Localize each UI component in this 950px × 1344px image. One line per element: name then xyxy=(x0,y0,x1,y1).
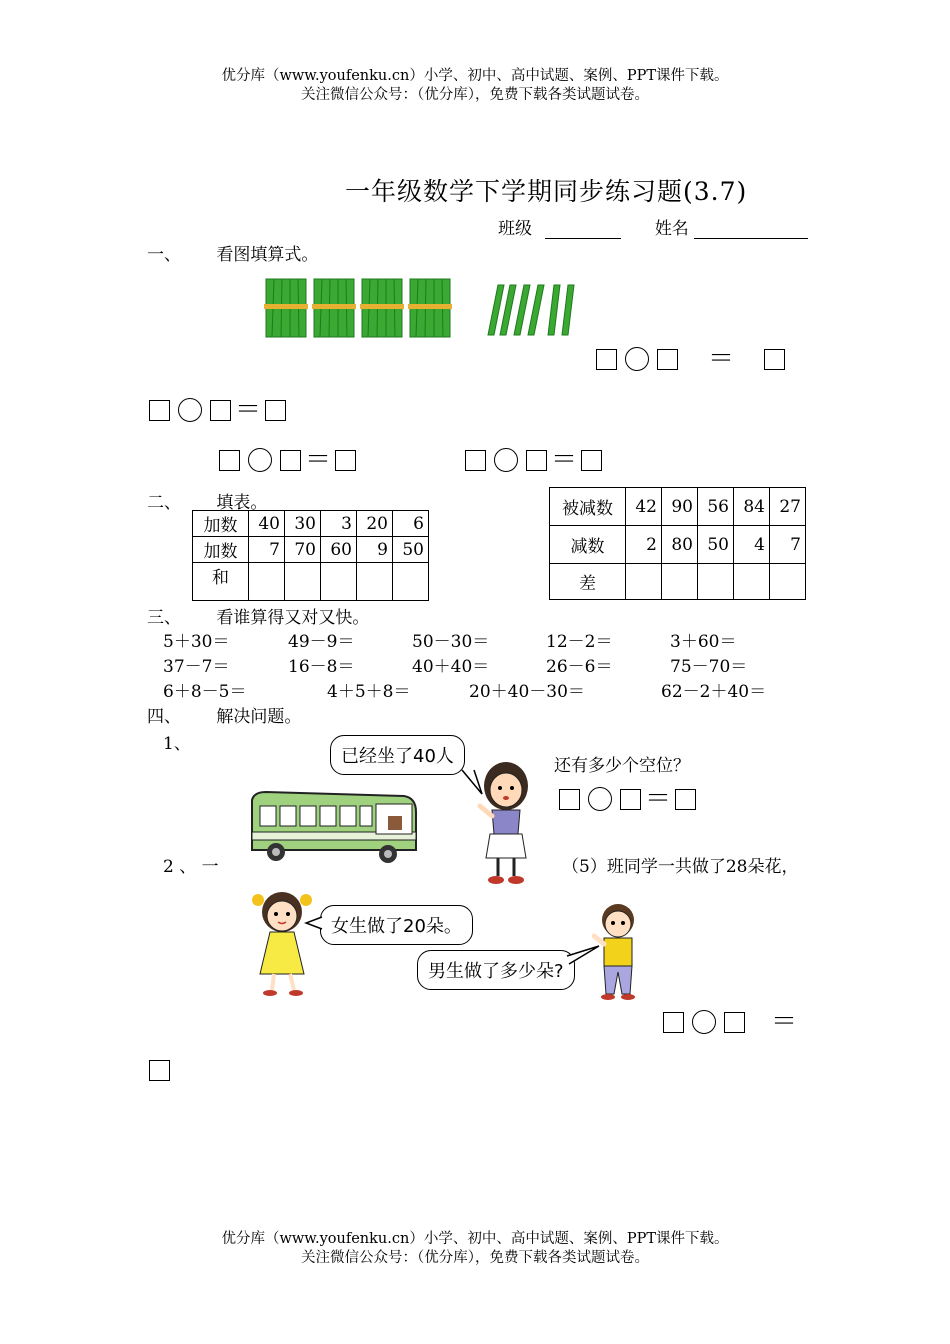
answer-box[interactable] xyxy=(149,400,170,421)
answer-cell[interactable] xyxy=(626,564,662,600)
row-label: 加数 xyxy=(193,537,249,563)
answer-box[interactable] xyxy=(265,400,286,421)
answer-cell[interactable] xyxy=(770,564,806,600)
question2-number: 2 、 一 xyxy=(163,857,219,877)
row-label: 和 xyxy=(193,563,249,601)
speech-bubble-seated: 已经坐了40人 xyxy=(330,735,465,775)
table-cell: 70 xyxy=(285,537,321,563)
table-cell: 80 xyxy=(662,526,698,564)
calc-problem[interactable]: 26－6＝ xyxy=(546,657,613,677)
calc-problem[interactable]: 3＋60＝ xyxy=(670,632,737,652)
answer-cell[interactable] xyxy=(321,563,357,601)
equals-sign: ＝ xyxy=(551,445,578,475)
operator-circle[interactable] xyxy=(494,448,518,472)
table-cell: 2 xyxy=(626,526,662,564)
calc-problem[interactable]: 5＋30＝ xyxy=(163,632,230,652)
operator-circle[interactable] xyxy=(178,398,202,422)
calc-problem[interactable]: 62－2＋40＝ xyxy=(661,682,767,702)
section4-title: 解决问题。 xyxy=(216,707,302,727)
footer-line-2: 关注微信公众号：（优分库），免费下载各类试题试卷。 xyxy=(301,1250,649,1266)
table-cell: 7 xyxy=(249,537,285,563)
operator-circle[interactable] xyxy=(588,787,612,811)
answer-box[interactable] xyxy=(559,789,580,810)
operator-circle[interactable] xyxy=(248,448,272,472)
table-cell: 30 xyxy=(285,511,321,537)
answer-box[interactable] xyxy=(465,450,486,471)
row-label: 减数 xyxy=(550,526,626,564)
answer-box[interactable] xyxy=(764,349,785,370)
table-row xyxy=(550,526,806,564)
answer-box[interactable] xyxy=(149,1060,170,1081)
calc-problem[interactable]: 4＋5＋8＝ xyxy=(327,682,411,702)
answer-cell[interactable] xyxy=(734,564,770,600)
equals-sign: ＝ xyxy=(771,1007,798,1037)
row-label: 差 xyxy=(550,564,626,600)
stick-bundles-picture xyxy=(262,275,582,343)
table-cell: 60 xyxy=(321,537,357,563)
section3-heading xyxy=(147,603,369,628)
footer-line-1: 优分库（www.youfenku.cn）小学、初中、高中试题、案例、PPT课件下载。 xyxy=(221,1231,729,1247)
class-label: 班级 xyxy=(498,219,532,239)
stick-bundle-2 xyxy=(312,279,356,337)
table-cell: 84 xyxy=(734,488,770,526)
equation-2 xyxy=(149,395,286,425)
section1-title: 看图填算式。 xyxy=(216,245,319,265)
stick-bundle-1 xyxy=(264,279,308,337)
table-cell: 50 xyxy=(698,526,734,564)
answer-cell[interactable] xyxy=(285,563,321,601)
table-cell: 42 xyxy=(626,488,662,526)
boy-illustration xyxy=(592,902,642,1002)
calc-problem[interactable]: 40＋40＝ xyxy=(412,657,490,677)
answer-box[interactable] xyxy=(657,349,678,370)
answer-box[interactable] xyxy=(596,349,617,370)
equation-4 xyxy=(465,445,602,475)
table-cell: 6 xyxy=(393,511,429,537)
row-label: 加数 xyxy=(193,511,249,537)
question1-text: 还有多少个空位？ xyxy=(554,756,690,776)
speech-bubble-boys: 男生做了多少朵? xyxy=(417,950,575,990)
table-row xyxy=(193,537,429,563)
stick-bundle-3 xyxy=(360,279,404,337)
section4-number: 四、 xyxy=(147,707,181,727)
header-line-1: 优分库（www.youfenku.cn）小学、初中、高中试题、案例、PPT课件下载。 xyxy=(221,68,729,84)
class-name-row xyxy=(498,214,808,239)
equals-sign: ＝ xyxy=(708,344,735,374)
table-row xyxy=(193,563,429,601)
table-cell: 7 xyxy=(770,526,806,564)
table-cell: 27 xyxy=(770,488,806,526)
question1-number: 1、 xyxy=(163,734,191,754)
bubble-tail xyxy=(304,915,324,931)
section2-number: 二、 xyxy=(147,493,181,513)
table-cell: 3 xyxy=(321,511,357,537)
answer-cell[interactable] xyxy=(393,563,429,601)
answer-box[interactable] xyxy=(675,789,696,810)
answer-box[interactable] xyxy=(219,450,240,471)
equation-3 xyxy=(219,445,356,475)
equation-q2-result xyxy=(149,1060,170,1081)
answer-cell[interactable] xyxy=(357,563,393,601)
operator-circle[interactable] xyxy=(692,1010,716,1034)
answer-box[interactable] xyxy=(210,400,231,421)
page-title: 一年级数学下学期同步练习题(3.7) xyxy=(345,177,748,206)
answer-box[interactable] xyxy=(335,450,356,471)
name-label: 姓名 xyxy=(654,219,689,239)
section3-number: 三、 xyxy=(147,608,181,628)
subtraction-table xyxy=(549,487,806,600)
section1-heading xyxy=(147,240,318,265)
answer-box[interactable] xyxy=(581,450,602,471)
bus-illustration xyxy=(246,790,422,866)
table-cell: 9 xyxy=(357,537,393,563)
calc-problem[interactable]: 50－30＝ xyxy=(412,632,490,652)
section1-number: 一、 xyxy=(147,245,181,265)
answer-box[interactable] xyxy=(526,450,547,471)
equation-q1 xyxy=(559,784,696,814)
speech-bubble-girls: 女生做了20朵。 xyxy=(320,905,473,945)
addition-table xyxy=(192,510,429,601)
answer-cell[interactable] xyxy=(698,564,734,600)
calc-problem[interactable]: 6＋8－5＝ xyxy=(163,682,247,702)
calc-problem[interactable]: 20＋40－30＝ xyxy=(469,682,585,702)
question2-text: （5）班同学一共做了28朵花， xyxy=(562,857,799,877)
equals-sign: ＝ xyxy=(235,395,262,425)
answer-cell[interactable] xyxy=(249,563,285,601)
equals-sign: ＝ xyxy=(305,445,332,475)
answer-box[interactable] xyxy=(724,1012,745,1033)
stick-bundle-4 xyxy=(408,279,452,337)
section3-title: 看谁算得又对又快。 xyxy=(216,608,370,628)
table-row xyxy=(550,564,806,600)
header-line-2: 关注微信公众号：（优分库），免费下载各类试题试卷。 xyxy=(301,87,649,103)
calc-problem[interactable]: 75－70＝ xyxy=(670,657,748,677)
class-blank[interactable] xyxy=(545,220,621,239)
table-cell: 40 xyxy=(249,511,285,537)
section4-heading xyxy=(147,702,301,727)
answer-box[interactable] xyxy=(280,450,301,471)
calc-problem[interactable]: 37－7＝ xyxy=(163,657,230,677)
section2-title: 填表。 xyxy=(216,493,268,513)
table-cell: 50 xyxy=(393,537,429,563)
table-cell: 4 xyxy=(734,526,770,564)
calc-problem[interactable]: 49－9＝ xyxy=(288,632,355,652)
girl-pointing-illustration xyxy=(474,760,540,888)
table-row xyxy=(193,511,429,537)
answer-box[interactable] xyxy=(663,1012,684,1033)
operator-circle[interactable] xyxy=(625,347,649,371)
single-sticks xyxy=(488,285,574,335)
row-label: 被减数 xyxy=(550,488,626,526)
answer-box[interactable] xyxy=(620,789,641,810)
equals-sign: ＝ xyxy=(645,784,672,814)
table-cell: 56 xyxy=(698,488,734,526)
girl-yellow-dress-illustration xyxy=(244,888,320,1000)
table-row xyxy=(550,488,806,526)
calc-problem[interactable]: 12－2＝ xyxy=(546,632,613,652)
equation-q2 xyxy=(663,1007,798,1037)
calc-problem[interactable]: 16－8＝ xyxy=(288,657,355,677)
name-blank[interactable] xyxy=(694,220,808,239)
equation-1 xyxy=(596,344,785,374)
table-cell: 90 xyxy=(662,488,698,526)
table-cell: 20 xyxy=(357,511,393,537)
answer-cell[interactable] xyxy=(662,564,698,600)
